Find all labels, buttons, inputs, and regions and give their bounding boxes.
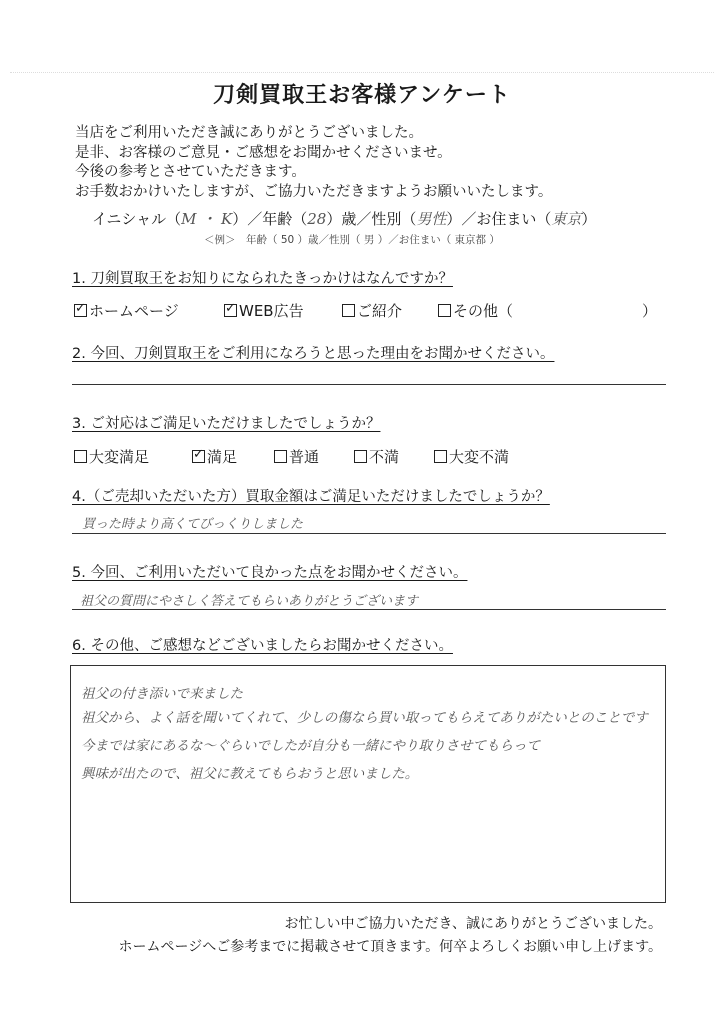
gender-field[interactable]: 男性 [416,210,447,228]
intro-line: 是非、お客様のご意見・ご感想をお聞かせくださいませ。 [75,144,452,161]
q3-option-dissatisfied[interactable]: 不満 [354,446,399,467]
q1-option-web-ad[interactable]: ✓ WEB広告 [224,300,304,321]
q1-option-other[interactable]: その他（ [438,300,513,321]
initial-label: イニシャル（ [92,210,182,228]
age-label: ）／年齢（ [232,210,308,228]
q1-option-homepage[interactable]: ✓ホームページ [74,300,179,321]
checkbox-icon[interactable] [438,304,451,317]
gender-label: ）歳／性別（ [326,210,417,228]
q3-options [74,446,674,468]
checkbox-icon[interactable] [192,450,205,463]
checkbox-icon[interactable] [74,304,87,317]
q3-option-neutral[interactable]: 普通 [274,446,319,467]
checkbox-icon[interactable] [354,450,367,463]
q1-other-close: ） [642,302,658,320]
respondent-info [92,208,596,229]
q2-answer-line [72,384,666,385]
page-title: 刀剣買取王お客様アンケート [213,83,511,108]
q3-option-very-satisfied[interactable]: 大変満足 [74,446,149,467]
q4-answer-line [72,533,666,534]
q1-option-referral[interactable]: ご紹介 [342,300,402,321]
age-field[interactable]: 28 [307,210,327,228]
address-field[interactable]: 東京 [551,210,582,228]
checkbox-icon[interactable] [74,450,87,463]
closing-line-2: ホームページへご参考までに掲載させて頂きます。何卒よろしくお願い申し上げます。 [118,939,662,955]
address-label: ）／お住まい（ [446,210,552,228]
initial-field[interactable]: M ・ K [181,210,233,228]
intro-line: 当店をご利用いただき誠にありがとうございました。 [75,125,423,141]
question-1: 1. 刀剣買取王をお知りになられたきっかけはなんですか？ [72,271,453,287]
q1-options [74,300,674,322]
q6-comment-line: 祖父の付き添いで来ました [81,686,243,702]
question-6: 6. その他、ご感想などございましたらお聞かせください。 [72,638,453,654]
question-3: 3. ご対応はご満足いただけましたでしょうか？ [72,416,381,432]
q3-option-satisfied[interactable]: ✓ 満足 [192,446,237,467]
checkbox-icon[interactable] [274,450,287,463]
q3-option-very-dissatisfied[interactable]: 大変不満 [434,446,509,467]
intro-line: お手数おかけいたしますが、ご協力いただきますようお願いいたします。 [75,183,553,200]
checkbox-icon[interactable] [342,304,355,317]
closing-line-1: お忙しい中ご協力いただき、誠にありがとうございました。 [284,916,662,932]
q6-comment-box[interactable] [70,665,666,903]
q6-comment-line: 興味が出たので、祖父に教えてもらおうと思いました。 [81,766,419,782]
question-5: 5. 今回、ご利用いただいて良かった点をお聞かせください。 [72,565,468,581]
q5-answer-line [72,609,666,610]
info-close: ） [581,210,597,228]
question-4: 4.（ご売却いただいた方）買取金額はご満足いただけましたでしょうか？ [72,489,550,505]
info-example: ＜例＞ 年齢（ 50 ）歳／性別（ 男 ）／お住まい（ 東京都 ） [204,234,500,246]
q5-answer[interactable]: 祖父の質問にやさしく答えてもらいありがとうございます [80,594,419,609]
q6-comment-line: 今までは家にあるな～ぐらいでしたが自分も一緒にやり取りさせてもらって [81,738,540,754]
intro-line: 今後の参考とさせていただきます。 [75,164,306,180]
top-divider [10,72,714,73]
intro-text [75,124,552,202]
question-2: 2. 今回、刀剣買取王をご利用になろうと思った理由をお聞かせください。 [72,346,555,362]
checkbox-icon[interactable] [224,304,237,317]
q4-answer[interactable]: 買った時より高くてびっくりしました [82,517,304,532]
q6-comment-line: 祖父から、よく話を聞いてくれて、少しの傷なら買い取ってもらえてありがたいとのことです [81,710,648,726]
checkbox-icon[interactable] [434,450,447,463]
